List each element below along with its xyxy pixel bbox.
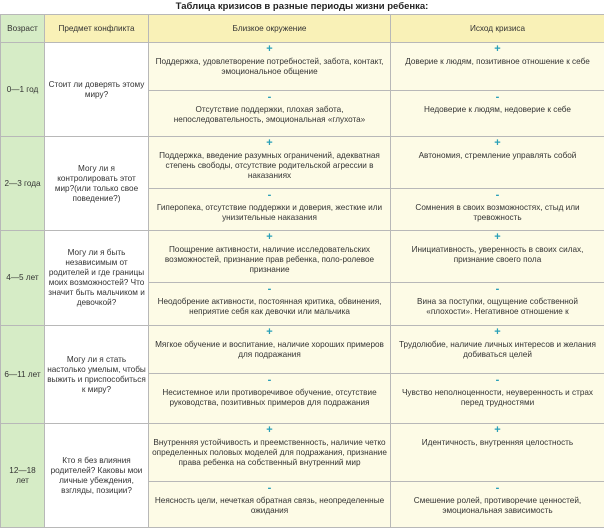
minus-sign-icon: - <box>393 91 602 103</box>
environment-positive <box>149 326 391 374</box>
conflict-question: Могу ли я быть независимым от родителей и где границы моих возможностей? Что значит быть мальчиком и девочкой? <box>45 231 149 326</box>
table-row <box>1 231 604 283</box>
plus-sign-icon: + <box>393 326 602 338</box>
environment-positive-text: Поддержка, удовлетворение потребностей, забота, контакт, эмоциональное общение <box>151 57 388 77</box>
plus-sign-icon: + <box>393 231 602 243</box>
outcome-positive-text: Доверие к людям, позитивное отношение к себе <box>393 57 602 67</box>
plus-sign-icon: + <box>393 424 602 436</box>
environment-negative-text: Неясность цели, нечеткая обратная связь, неопределенные ожидания <box>151 496 388 516</box>
age-cell: 0—1 год <box>1 43 45 137</box>
plus-sign-icon: + <box>151 231 388 243</box>
plus-sign-icon: + <box>151 137 388 149</box>
environment-positive-text: Мягкое обучение и воспитание, наличие хороших примеров для подражания <box>151 340 388 360</box>
minus-sign-icon: - <box>393 374 602 386</box>
plus-sign-icon: + <box>151 424 388 436</box>
minus-sign-icon: - <box>151 482 388 494</box>
minus-sign-icon: - <box>151 283 388 295</box>
environment-negative-text: Отсутствие поддержки, плохая забота, непоследовательность, эмоциональная «глухота» <box>151 105 388 125</box>
outcome-positive <box>391 326 604 374</box>
table-row <box>1 326 604 374</box>
outcome-negative <box>391 189 604 231</box>
table-row <box>1 43 604 91</box>
environment-positive-text: Поддержка, введение разумных ограничений, адекватная степень свободы, отсутствие родительской агрессии в наказаниях <box>151 151 388 181</box>
conflict-question: Стоит ли доверять этому миру? <box>45 43 149 137</box>
outcome-negative <box>391 482 604 528</box>
minus-sign-icon: - <box>393 283 602 295</box>
environment-negative <box>149 91 391 137</box>
environment-positive-text: Внутренняя устойчивость и преемственность, наличие четко определенных половых моделей для подражания, признание права ребенка на собственный внутренний мир <box>151 438 388 468</box>
outcome-negative-text: Сомнения в своих возможностях, стыд или тревожность <box>393 203 602 223</box>
conflict-question: Могу ли я контролировать этот мир?(или только свое поведение?) <box>45 137 149 231</box>
environment-negative <box>149 374 391 424</box>
environment-positive <box>149 424 391 482</box>
environment-positive-text: Поощрение активности, наличие исследовательских возможностей, признание прав ребенка, поло-ролевое признание <box>151 245 388 275</box>
outcome-positive-text: Автономия, стремление управлять собой <box>393 151 602 161</box>
outcome-negative-text: Недоверие к людям, недоверие к себе <box>393 105 602 115</box>
outcome-positive-text: Идентичность, внутренняя целостность <box>393 438 602 448</box>
header-environment: Близкое окружение <box>149 15 391 43</box>
table-row <box>1 424 604 482</box>
plus-sign-icon: + <box>393 43 602 55</box>
outcome-negative-text: Смешение ролей, противоречие ценностей, эмоциональная зависимость <box>393 496 602 516</box>
age-cell: 2—3 года <box>1 137 45 231</box>
plus-sign-icon: + <box>151 326 388 338</box>
header-outcome: Исход кризиса <box>391 15 604 43</box>
outcome-positive <box>391 231 604 283</box>
environment-negative <box>149 482 391 528</box>
age-cell: 4—5 лет <box>1 231 45 326</box>
environment-negative-text: Неодобрение активности, постоянная критика, обвинения, неприятие себя как девочки или мальчика <box>151 297 388 317</box>
table-title: Таблица кризисов в разные периоды жизни ребенка: <box>0 0 604 14</box>
environment-negative-text: Гиперопека, отсутствие поддержки и доверия, жесткие или унизительные наказания <box>151 203 388 223</box>
environment-positive <box>149 43 391 91</box>
minus-sign-icon: - <box>393 189 602 201</box>
plus-sign-icon: + <box>151 43 388 55</box>
age-cell: 12—18 лет <box>1 424 45 528</box>
outcome-positive <box>391 137 604 189</box>
minus-sign-icon: - <box>393 482 602 494</box>
header-age: Возраст <box>1 15 45 43</box>
environment-positive <box>149 231 391 283</box>
outcome-negative-text: Вина за поступки, ощущение собственной «плохости». Негативное отношение к <box>393 297 602 317</box>
conflict-question: Могу ли я стать настолько умелым, чтобы выжить и приспособиться к миру? <box>45 326 149 424</box>
conflict-question: Кто я без влияния родителей? Каковы мои личные убеждения, взгляды, позиции? <box>45 424 149 528</box>
environment-negative <box>149 189 391 231</box>
crisis-table <box>0 14 604 528</box>
plus-sign-icon: + <box>393 137 602 149</box>
outcome-positive <box>391 424 604 482</box>
environment-negative-text: Несистемное или противоречивое обучение, отсутствие руководства, позитивных примеров для подражания <box>151 388 388 408</box>
outcome-positive-text: Трудолюбие, наличие личных интересов и желания добиваться целей <box>393 340 602 360</box>
outcome-positive <box>391 43 604 91</box>
environment-positive <box>149 137 391 189</box>
environment-negative <box>149 283 391 326</box>
outcome-positive-text: Инициативность, уверенность в своих силах, признание своего пола <box>393 245 602 265</box>
outcome-negative <box>391 374 604 424</box>
age-cell: 6—11 лет <box>1 326 45 424</box>
outcome-negative <box>391 283 604 326</box>
outcome-negative <box>391 91 604 137</box>
table-row <box>1 137 604 189</box>
outcome-negative-text: Чувство неполноценности, неуверенность и страх перед трудностями <box>393 388 602 408</box>
minus-sign-icon: - <box>151 374 388 386</box>
header-conflict: Предмет конфликта <box>45 15 149 43</box>
minus-sign-icon: - <box>151 189 388 201</box>
minus-sign-icon: - <box>151 91 388 103</box>
header-row <box>1 15 604 43</box>
